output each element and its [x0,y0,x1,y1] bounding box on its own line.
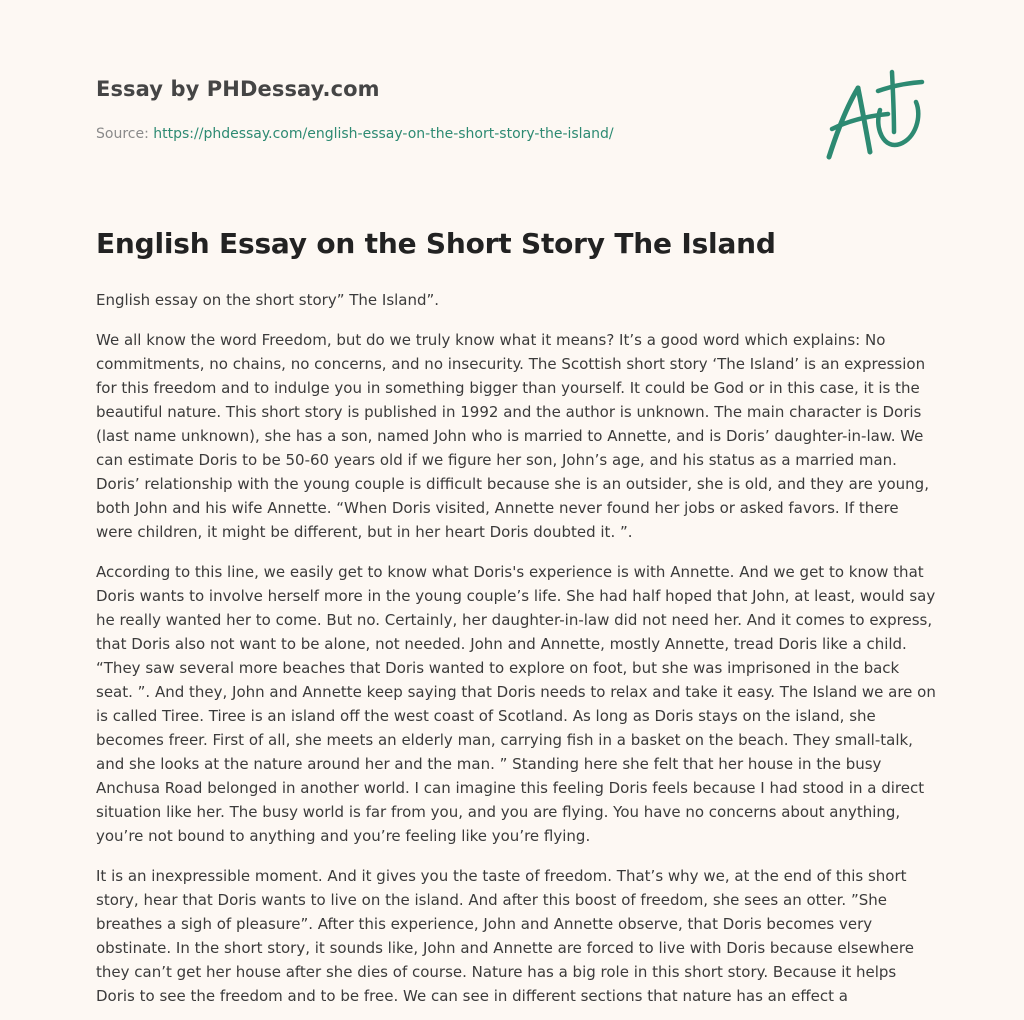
page-title: English Essay on the Short Story The Island [96,227,776,260]
a-plus-grade-icon [820,66,928,166]
body-paragraph-3: It is an inexpressible moment. And it gives you the taste of freedom. That’s why we, at the end of this short story, hear that Doris wants to live on the island. And after this boost of freedom, she sees an otter. ”She breathes a sigh of pleasure”. After this experience, John and Annette observe, that Doris becomes very obstinate. In the short story, it sounds like, John and Annette are forced to live with Doris because elsewhere they can’t get her house after she dies of course. Nature has a big role in this short story. Because it helps Doris to see the freedom and to be free. We can see in different sections that nature has an effect a [96,867,914,1005]
source-label: Source: [96,126,154,142]
body-paragraph-1: We all know the word Freedom, but do we truly know what it means? It’s a good word which explains: No commitments, no chains, no concerns, and no insecurity. The Scottish short story ‘The Island’ is an expression for this freedom and to indulge you in something bigger than yourself. It could be God or in this case, it is the beautiful nature. This short story is published in 1992 and the author is unknown. The main character is Doris (last name unknown), she has a son, named John who is married to Annette, and is Doris’ daughter-in-law. We can estimate Doris to be 50-60 years old if we figure her son, John’s age, and his status as a married man. Doris’ relationship with the young couple is difficult because she is an outsider, she is old, and they are young, both John and his wife Annette. “When Doris visited, Annette never found her jobs or asked favors. If there were children, it might be different, but in her heart Doris doubted it. ”. [96,331,929,541]
essay-article [96,222,936,1008]
body-paragraph-2: According to this line, we easily get to know what Doris's experience is with Annette. And we get to know that Doris wants to involve herself more in the young couple’s life. She had half hoped that John, at least, would say he really wanted her to come. But no. Certainly, her daughter-in-law did not need her. And it comes to express, that Doris also not want to be alone, not needed. John and Annette, mostly Annette, tread Doris like a child. “They saw several more beaches that Doris wanted to explore on foot, but she was imprisoned in the back seat. ”. And they, John and Annette keep saying that Doris needs to relax and take it easy. The Island we are on is called Tiree. Tiree is an island off the west coast of Scotland. As long as Doris stays on the island, she becomes freer. First of all, she meets an elderly man, carrying fish in a basket on the beach. They small-talk, and she looks at the nature around her and the man. ” Standing here she felt that her house in the busy Anchusa Road belonged in another world. I can imagine this feeling Doris feels because I had stood in a direct situation like her. The busy world is far from you, and you are flying. You have no concerns about anything, you’re not bound to anything and you’re feeling like you’re flying. [96,563,936,845]
intro-paragraph: English essay on the short story” The Island”. [96,291,440,309]
site-brand: Essay by PHDessay.com [96,77,380,101]
page-header [96,74,796,144]
source-link[interactable]: https://phdessay.com/english-essay-on-the-short-story-the-island/ [153,126,614,142]
source-line [96,124,796,144]
